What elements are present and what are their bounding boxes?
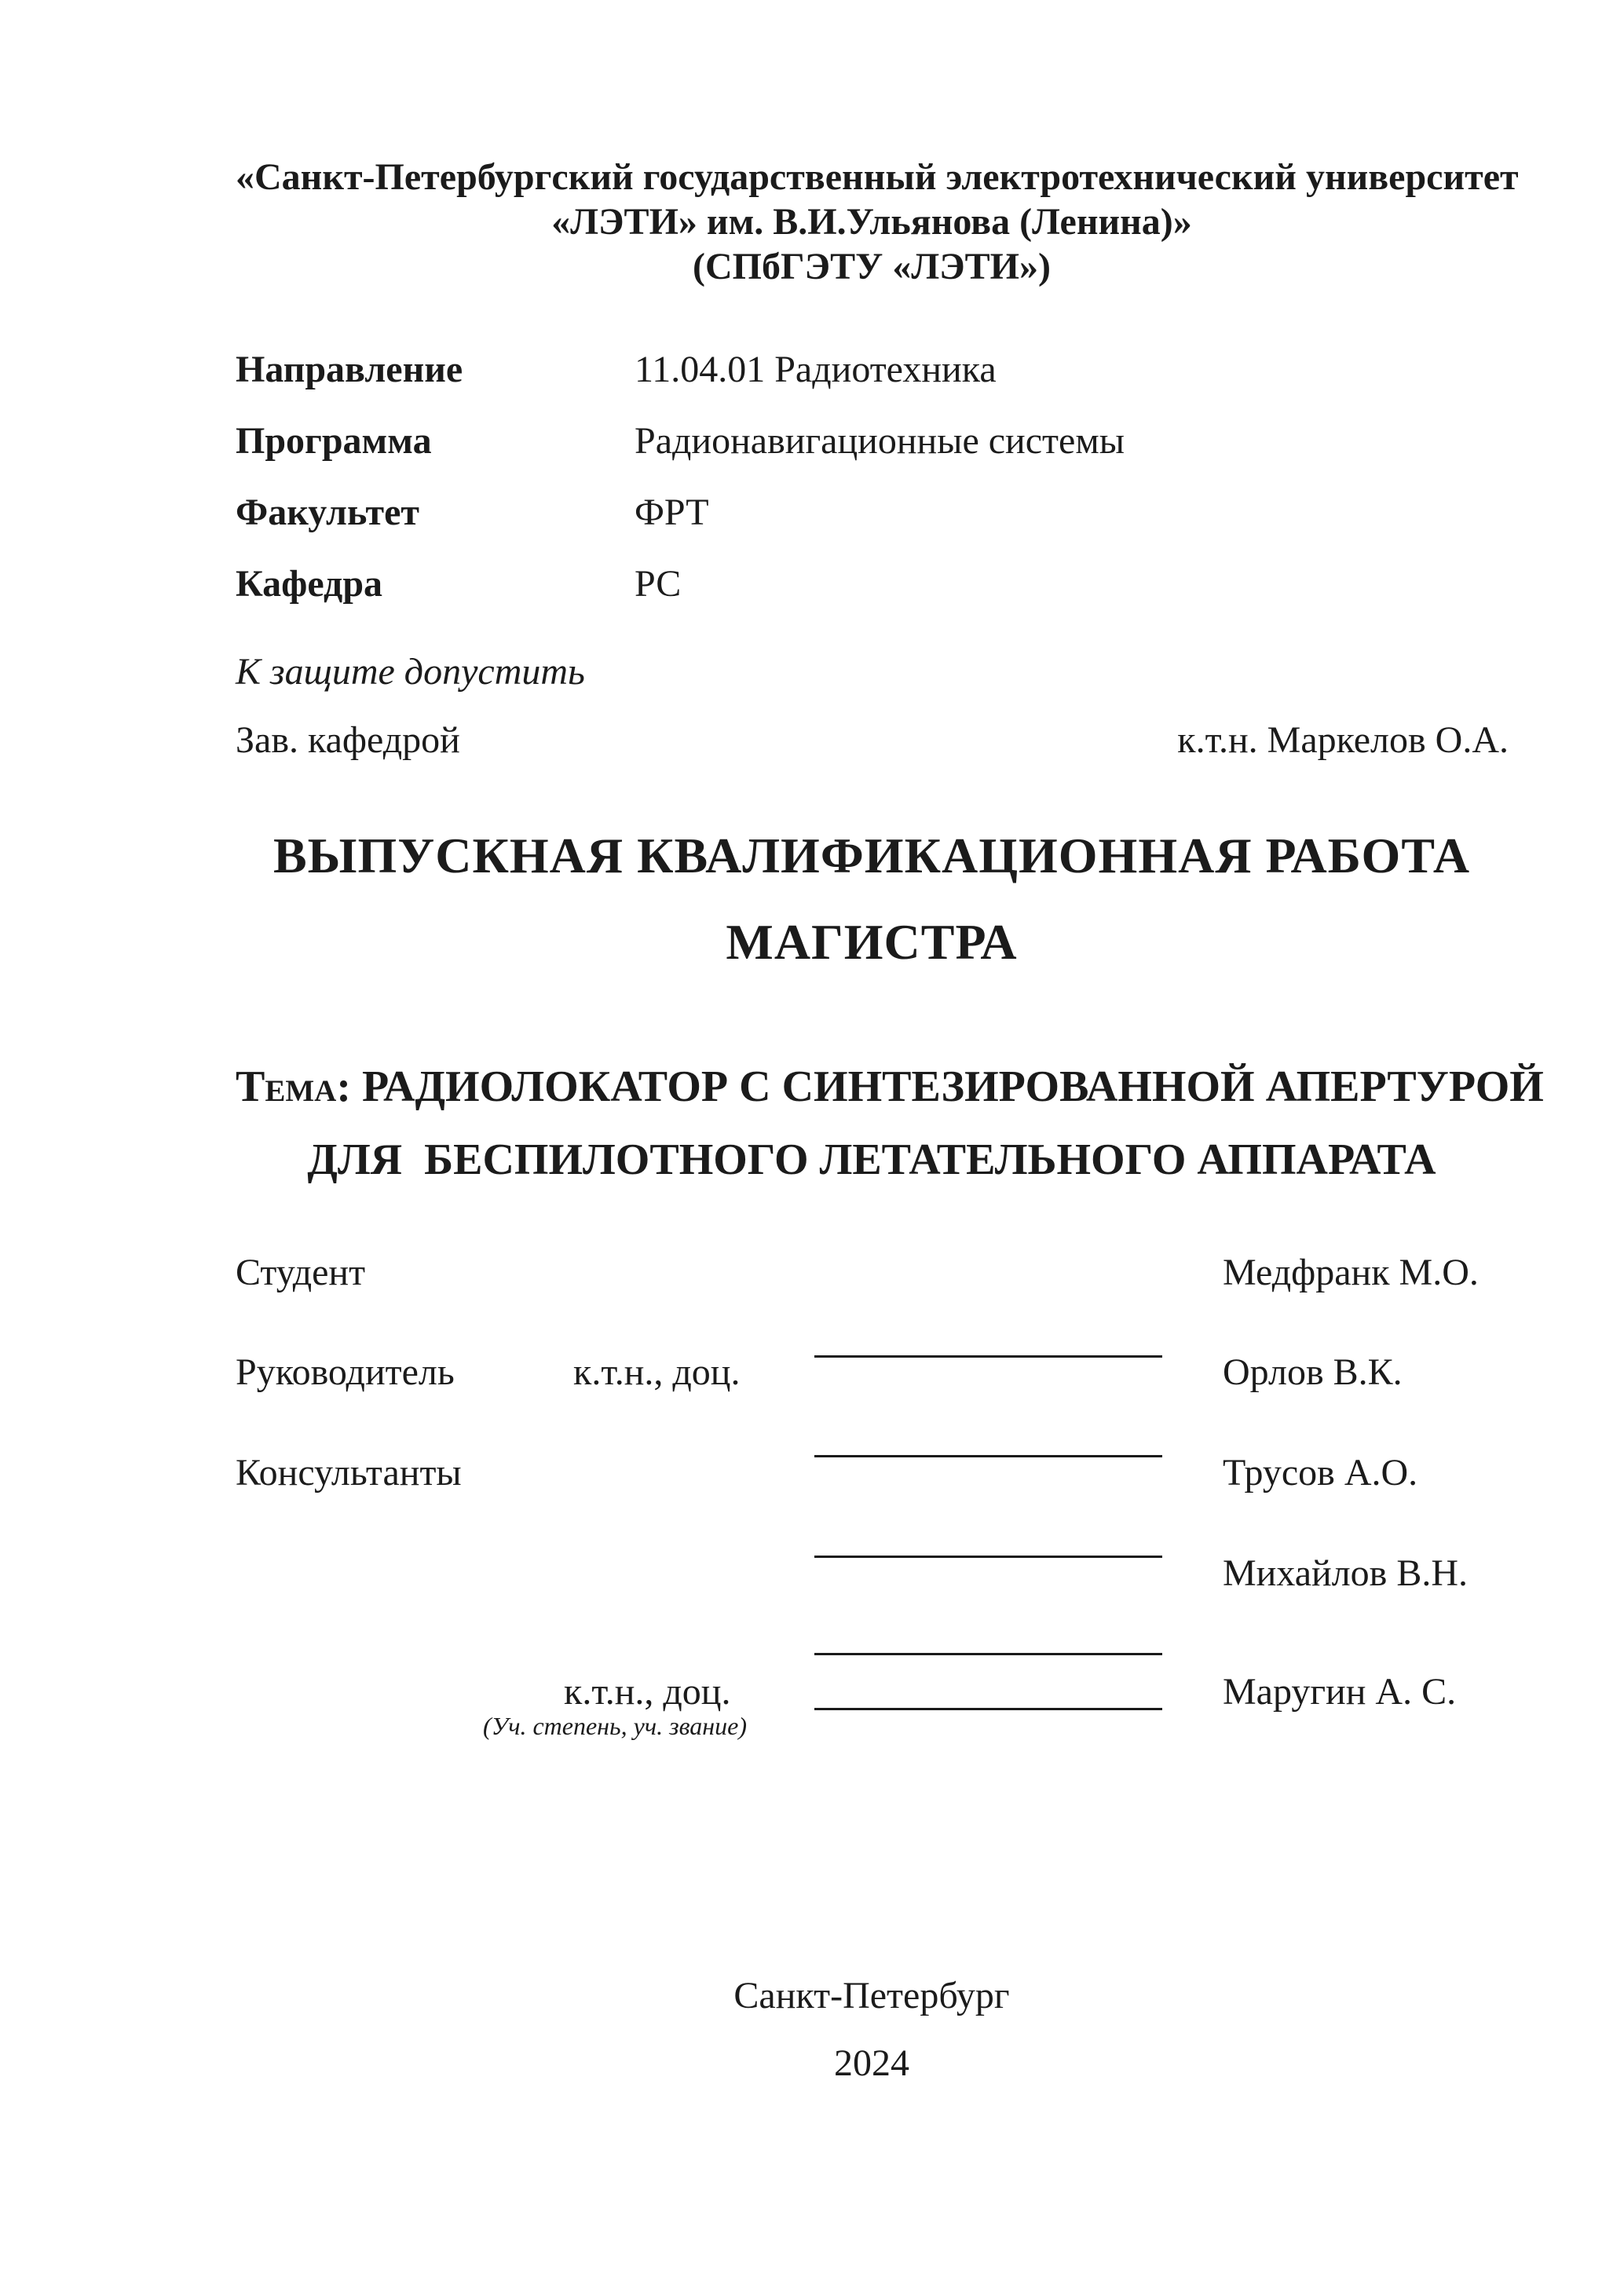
field-value-faculty: ФРТ <box>635 492 709 533</box>
theme-text-line1: РАДИОЛОКАТОР С СИНТЕЗИРОВАННОЙ АПЕРТУРОЙ <box>351 1062 1544 1111</box>
admission-permit-line: К защите допустить <box>236 651 585 693</box>
signature-name-consultant-1: Трусов А.О. <box>1223 1452 1418 1493</box>
footer-year: 2024 <box>834 2042 909 2084</box>
signature-name-consultant-2: Михайлов В.Н. <box>1223 1552 1469 1594</box>
theme-line1 <box>236 1062 1544 1112</box>
university-abbreviation: (СПбГЭТУ «ЛЭТИ») <box>693 246 1051 287</box>
dept-head-name: к.т.н. Маркелов О.А. <box>1177 719 1509 761</box>
signature-name-consultant-3: Маругин А. С. <box>1223 1671 1457 1713</box>
theme-line2: ДЛЯ БЕСПИЛОТНОГО ЛЕТАТЕЛЬНОГО АППАРАТА <box>307 1135 1436 1184</box>
degree-caption: (Уч. степень, уч. звание) <box>483 1712 747 1740</box>
signature-line-student <box>814 1355 1162 1358</box>
field-label-faculty: Факультет <box>236 492 419 533</box>
footer-city: Санкт-Петербург <box>733 1975 1010 2016</box>
field-value-program: Радионавигационные системы <box>635 420 1125 462</box>
signature-label-consultants: Консультанты <box>236 1452 462 1493</box>
signature-label-student: Студент <box>236 1252 366 1293</box>
signature-line-supervisor <box>814 1455 1162 1457</box>
field-value-direction: 11.04.01 Радиотехника <box>635 349 997 390</box>
signature-degree-consultant-3: к.т.н., доц. <box>564 1671 731 1713</box>
field-label-direction: Направление <box>236 349 463 390</box>
work-title-line2: МАГИСТРА <box>726 914 1018 970</box>
theme-label: Тема: <box>236 1062 351 1111</box>
field-value-department: РС <box>635 563 682 605</box>
signature-line-consultant-1 <box>814 1556 1162 1558</box>
university-name-line1: «Санкт-Петербургский государственный электротехнический университет <box>236 156 1519 198</box>
signature-name-student: Медфранк М.О. <box>1223 1252 1479 1293</box>
university-name-line2: «ЛЭТИ» им. В.И.Ульянова (Ленина)» <box>551 201 1192 243</box>
signature-label-supervisor: Руководитель <box>236 1351 455 1393</box>
signature-degree-supervisor: к.т.н., доц. <box>573 1351 741 1393</box>
signature-name-supervisor: Орлов В.К. <box>1223 1351 1403 1393</box>
signature-line-consultant-3 <box>814 1708 1162 1710</box>
signature-line-consultant-2 <box>814 1653 1162 1655</box>
dept-head-label: Зав. кафедрой <box>236 719 460 761</box>
field-label-department: Кафедра <box>236 563 383 605</box>
field-label-program: Программа <box>236 420 432 462</box>
work-title-line1: ВЫПУСКНАЯ КВАЛИФИКАЦИОННАЯ РАБОТА <box>272 828 1471 883</box>
